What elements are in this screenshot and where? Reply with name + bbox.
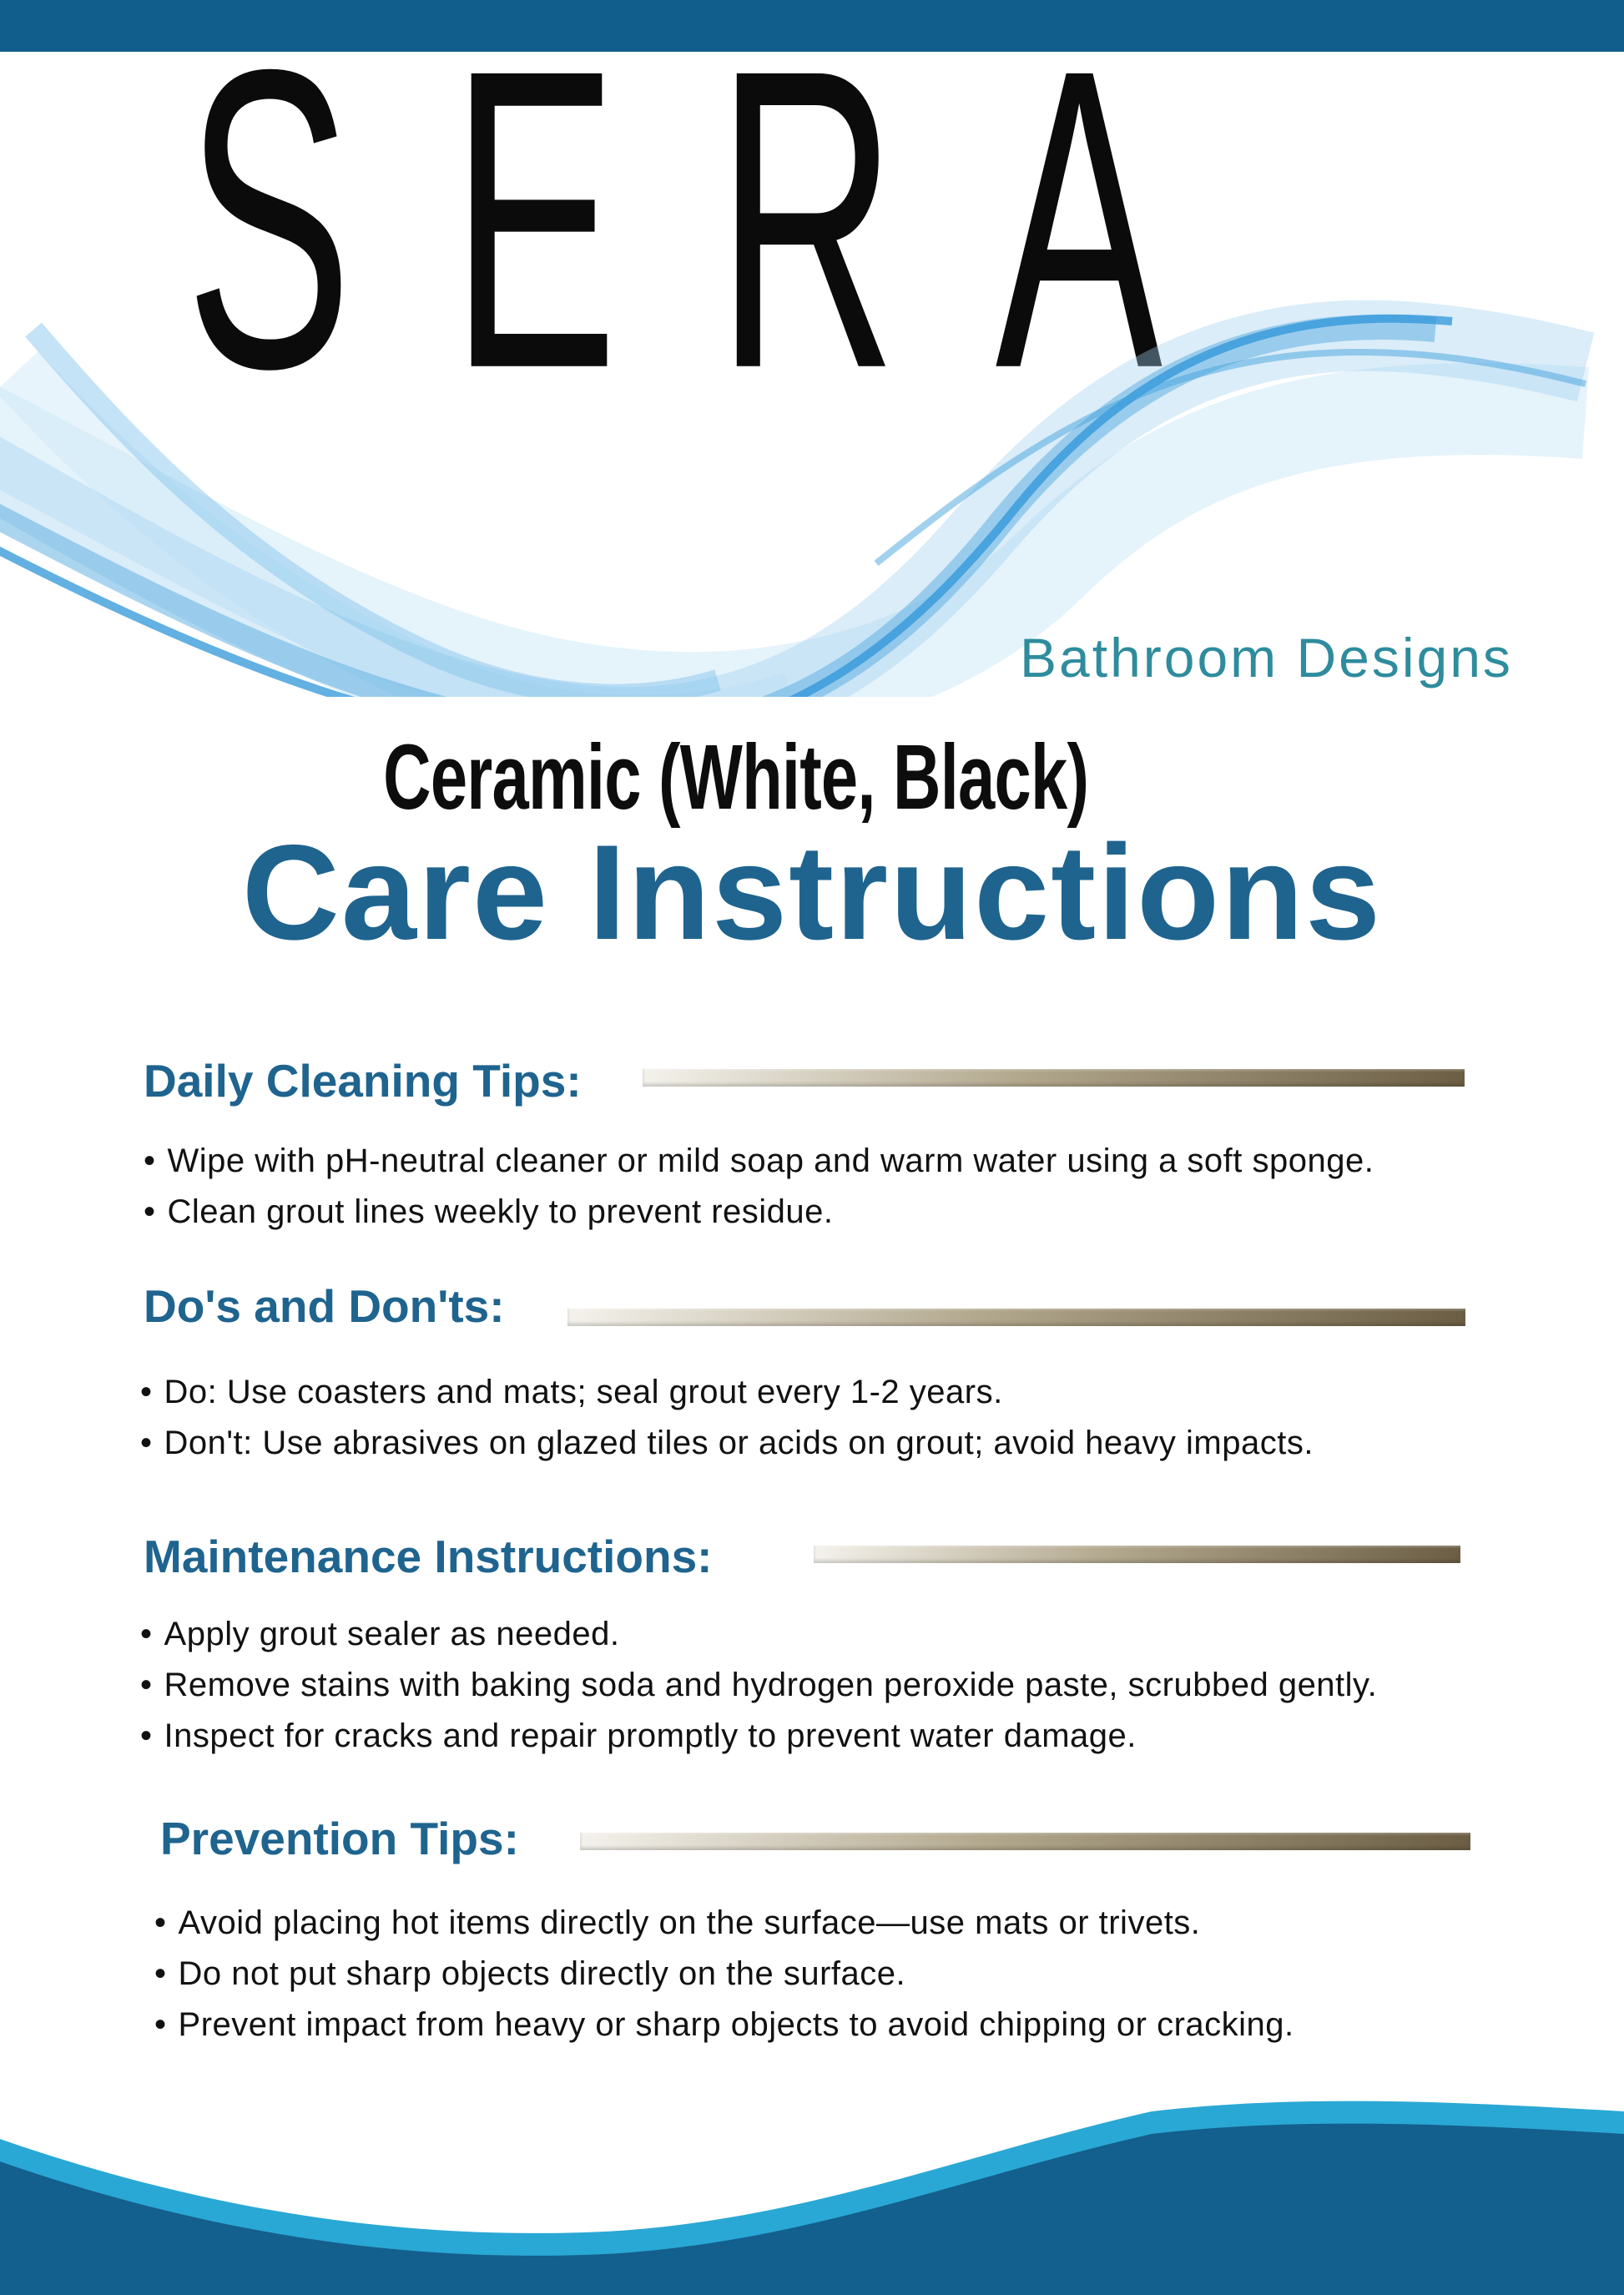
heading-underline-bar	[580, 1833, 1470, 1850]
product-name	[0, 725, 1472, 829]
page-title: Care Instructions	[241, 817, 1383, 968]
product-name-text: Ceramic (White, Black)	[383, 725, 1089, 829]
bullet-item: • Avoid placing hot items directly on the surface—use mats or trivets.	[154, 1898, 1294, 1949]
bullet-list	[140, 1609, 1377, 1762]
heading-underline-bar	[567, 1309, 1465, 1326]
bullet-list	[140, 1367, 1314, 1469]
section-heading: Maintenance Instructions:	[144, 1531, 713, 1582]
bullet-item: • Inspect for cracks and repair promptly to prevent water damage.	[140, 1711, 1377, 1762]
bullet-item: • Apply grout sealer as needed.	[140, 1609, 1377, 1660]
bullet-item: • Prevent impact from heavy or sharp objects to avoid chipping or cracking.	[154, 2000, 1294, 2050]
bullet-item: • Do: Use coasters and mats; seal grout every 1-2 years.	[140, 1367, 1314, 1418]
section-heading: Do's and Don'ts:	[144, 1280, 505, 1332]
heading-underline-bar	[643, 1069, 1465, 1087]
section-heading: Daily Cleaning Tips:	[144, 1055, 582, 1107]
bullet-list	[154, 1898, 1294, 2050]
bullet-item: • Wipe with pH-neutral cleaner or mild soap and warm water using a soft sponge.	[144, 1136, 1374, 1187]
logo-text: SERA	[185, 0, 1261, 457]
bullet-item: • Don't: Use abrasives on glazed tiles or acids on grout; avoid heavy impacts.	[140, 1418, 1314, 1469]
heading-underline-bar	[814, 1546, 1460, 1563]
bullet-item: • Remove stains with baking soda and hydrogen peroxide paste, scrubbed gently.	[140, 1660, 1377, 1711]
brand-subtitle: Bathroom Designs	[1020, 627, 1513, 688]
header-wave-graphic	[0, 213, 1624, 697]
section-heading: Prevention Tips:	[160, 1813, 519, 1864]
bullet-list	[144, 1136, 1374, 1238]
bullet-item: • Clean grout lines weekly to prevent residue.	[144, 1187, 1374, 1238]
bullet-item: • Do not put sharp objects directly on the surface.	[154, 1949, 1294, 2000]
footer-wave-graphic	[0, 2061, 1624, 2295]
